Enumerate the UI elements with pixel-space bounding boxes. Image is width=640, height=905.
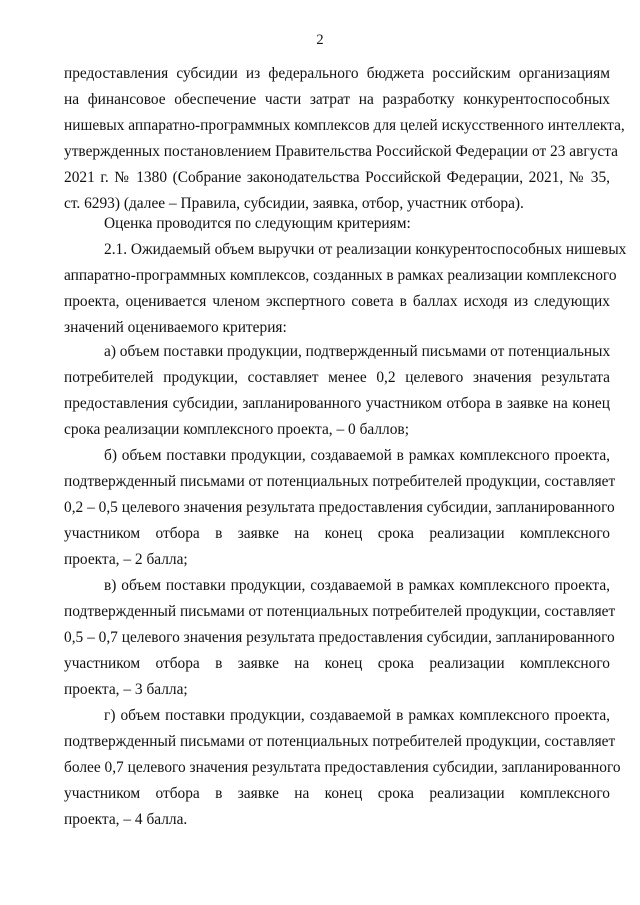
text-line: утвержденных постановлением Правительства Российской Федерации от 23 августа	[64, 143, 618, 160]
text-line: потребителей продукции, составляет менее 0,2 целевого значения результата	[64, 369, 610, 386]
text-line: подтвержденный письмами от потенциальных потребителей продукции, составляет	[64, 473, 616, 490]
text-line: подтвержденный письмами от потенциальных потребителей продукции, составляет	[64, 733, 616, 750]
text-line: предоставления субсидии, запланированного участником отбора в заявке на конец	[64, 395, 610, 412]
text-line: более 0,7 целевого значения результата предоставления субсидии, запланированного	[64, 759, 621, 776]
text-line: участником отбора в заявке на конец срока реализации комплексного	[64, 525, 610, 542]
text-line: 2021 г. № 1380 (Собрание законодательства Российской Федерации, 2021, № 35,	[64, 169, 610, 186]
text-line: аппаратно-программных комплексов, созданных в рамках реализации комплексного	[64, 267, 617, 284]
page-number: 2	[316, 32, 324, 48]
text-line: в) объем поставки продукции, создаваемой в рамках комплексного проекта,	[104, 577, 610, 594]
text-line: 0,2 – 0,5 целевого значения результата предоставления субсидии, запланированного	[64, 499, 615, 516]
text-line: г) объем поставки продукции, создаваемой в рамках комплексного проекта,	[104, 707, 610, 724]
text-line: участником отбора в заявке на конец срока реализации комплексного	[64, 655, 610, 672]
text-line: б) объем поставки продукции, создаваемой в рамках комплексного проекта,	[104, 447, 610, 464]
text-line: участником отбора в заявке на конец срока реализации комплексного	[64, 785, 610, 802]
text-line: Оценка проводится по следующим критериям:	[104, 215, 411, 232]
text-line: 0,5 – 0,7 целевого значения результата предоставления субсидии, запланированного	[64, 629, 615, 646]
text-line: нишевых аппаратно-программных комплексов для целей искусственного интеллекта,	[64, 117, 625, 134]
text-line: предоставления субсидии из федерального бюджета российским организациям	[64, 65, 610, 82]
text-line: подтвержденный письмами от потенциальных потребителей продукции, составляет	[64, 603, 616, 620]
text-line: 2.1. Ожидаемый объем выручки от реализации конкурентоспособных нишевых	[104, 241, 627, 258]
text-line: ст. 6293) (далее – Правила, субсидии, заявка, отбор, участник отбора).	[64, 195, 524, 212]
text-line: на финансовое обеспечение части затрат на разработку конкурентоспособных	[64, 91, 610, 108]
text-line: проекта, оценивается членом экспертного совета в баллах исходя из следующих	[64, 293, 610, 310]
text-line: проекта, – 3 балла;	[64, 681, 188, 698]
text-line: проекта, – 4 балла.	[64, 811, 188, 828]
text-line: а) объем поставки продукции, подтвержденный письмами от потенциальных	[104, 343, 611, 360]
text-line: срока реализации комплексного проекта, – 0 баллов;	[64, 421, 409, 438]
text-line: проекта, – 2 балла;	[64, 551, 188, 568]
text-line: значений оцениваемого критерия:	[64, 319, 287, 336]
